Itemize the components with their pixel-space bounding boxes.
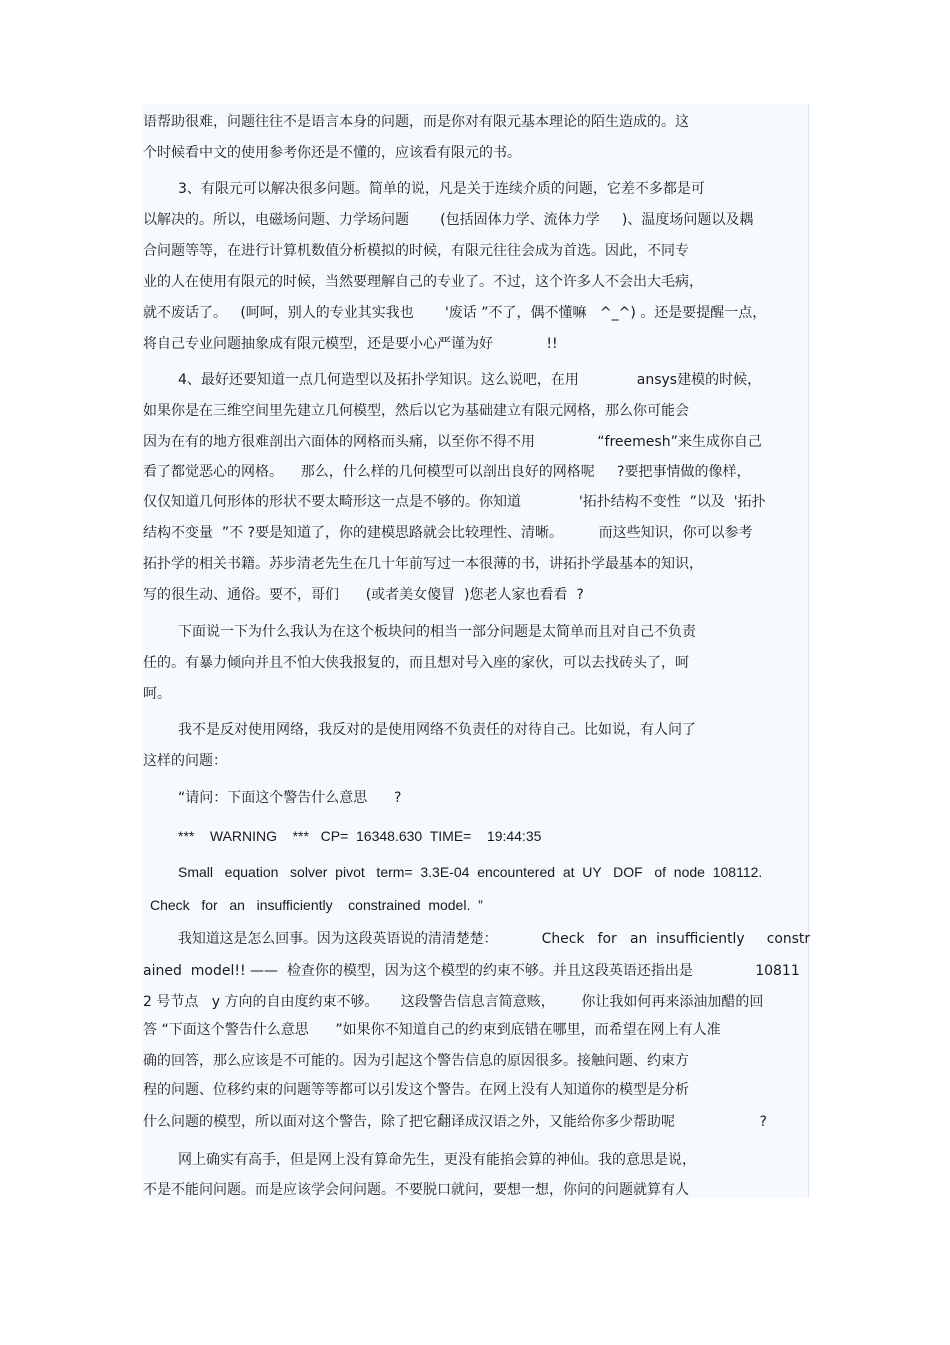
text-line: 将自己专业问题抽象成有限元模型，还是要小心严谨为好 !! [143, 336, 558, 352]
text-line: 确的回答，那么应该是不可能的。因为引起这个警告信息的原因很多。接触问题、约束方 [143, 1053, 689, 1069]
text-line: 因为在有的地方很难剖出六面体的网格而头痛，以至你不得不用 “freemesh”来生成你自己 [143, 434, 762, 450]
text-line: 仅仅知道几何形体的形状不要太畸形这一点是不够的。你知道 '拓扑结构不变性 ”以及 '拓扑 [143, 494, 766, 510]
text-line: 个时候看中文的使用参考你还是不懂的，应该看有限元的书。 [143, 145, 521, 161]
text-line: 任的。有暴力倾向并且不怕大侠我报复的，而且想对号入座的家伙，可以去找砖头了，呵 [143, 655, 689, 671]
text-line: 结构不变量 ”不 ?要是知道了，你的建模思路就会比较理性、清晰。 而这些知识，你可以参考 [143, 525, 753, 541]
warning-message-line: *** WARNING *** CP= 16348.630 TIME= 19:44:35 [178, 828, 542, 844]
text-line: 下面说一下为什么我认为在这个板块问的相当一部分问题是太简单而且对自己不负责 [178, 624, 696, 640]
text-line: 合问题等等，在进行计算机数值分析模拟的时候，有限元往往会成为首选。因此，不同专 [143, 243, 689, 259]
text-line: 不是不能问问题。而是应该学会问问题。不要脱口就问，要想一想，你问的问题就算有人 [143, 1182, 689, 1198]
text-line: 写的很生动、通俗。要不，哥们 (或者美女傻冒 )您老人家也看看 ? [143, 587, 584, 603]
text-line: 2 号节点 y 方向的自由度约束不够。 这段警告信息言简意赅， 你让我如何再来添油加醋的回 [143, 994, 764, 1010]
text-line: 以解决的。所以，电磁场问题、力学场问题 (包括固体力学、流体力学 )、温度场问题以及耦 [143, 212, 754, 228]
warning-message-line: Check for an insufficiently constrained model. ” [150, 897, 483, 913]
text-line: 呵。 [143, 686, 171, 702]
text-line: 看了都觉恶心的网格。 那么，什么样的几何模型可以剖出良好的网格呢 ?要把事情做的像样， [143, 464, 751, 480]
quoted-question-line: “请问：下面这个警告什么意思 ? [178, 790, 402, 806]
text-line: 3、有限元可以解决很多问题。简单的说，凡是关于连续介质的问题，它差不多都是可 [178, 181, 705, 197]
text-line: 网上确实有高手，但是网上没有算命先生，更没有能掐会算的神仙。我的意思是说， [178, 1152, 696, 1168]
text-line: 我知道这是怎么回事。因为这段英语说的清清楚楚： Check for an insufficiently constr [178, 931, 811, 947]
text-line: 业的人在使用有限元的时候，当然要理解自己的专业了。不过，这个许多人不会出大毛病， [143, 274, 703, 290]
text-line: 就不废话了。 (呵呵，别人的专业其实我也 '废话 ”不了，偶不懂嘛 ^_^) 。还是要提醒一点， [143, 305, 767, 321]
text-line: ained model!! —— 检查你的模型，因为这个模型的约束不够。并且这段英语还指出是 10811 [143, 963, 800, 979]
text-line: 拓扑学的相关书籍。苏步清老先生在几十年前写过一本很薄的书，讲拓扑学最基本的知识， [143, 556, 703, 572]
text-line: 语帮助很难，问题往往不是语言本身的问题，而是你对有限元基本理论的陌生造成的。这 [143, 114, 689, 130]
warning-message-line: Small equation solver pivot term= 3.3E-04 encountered at UY DOF of node 108112. [178, 864, 763, 880]
text-line: 程的问题、位移约束的问题等等都可以引发这个警告。在网上没有人知道你的模型是分析 [143, 1082, 689, 1098]
text-line: 4、最好还要知道一点几何造型以及拓扑学知识。这么说吧，在用 ansys建模的时候， [178, 372, 762, 388]
text-line: 我不是反对使用网络，我反对的是使用网络不负责任的对待自己。比如说，有人问了 [178, 722, 696, 738]
text-line: 如果你是在三维空间里先建立几何模型，然后以它为基础建立有限元网格，那么你可能会 [143, 403, 689, 419]
text-line: 答 “下面这个警告什么意思 ”如果你不知道自己的约束到底错在哪里，而希望在网上有人准 [143, 1022, 721, 1038]
text-line: 这样的问题： [143, 753, 227, 769]
text-line: 什么问题的模型，所以面对这个警告，除了把它翻译成汉语之外，又能给你多少帮助呢 ? [143, 1114, 767, 1130]
